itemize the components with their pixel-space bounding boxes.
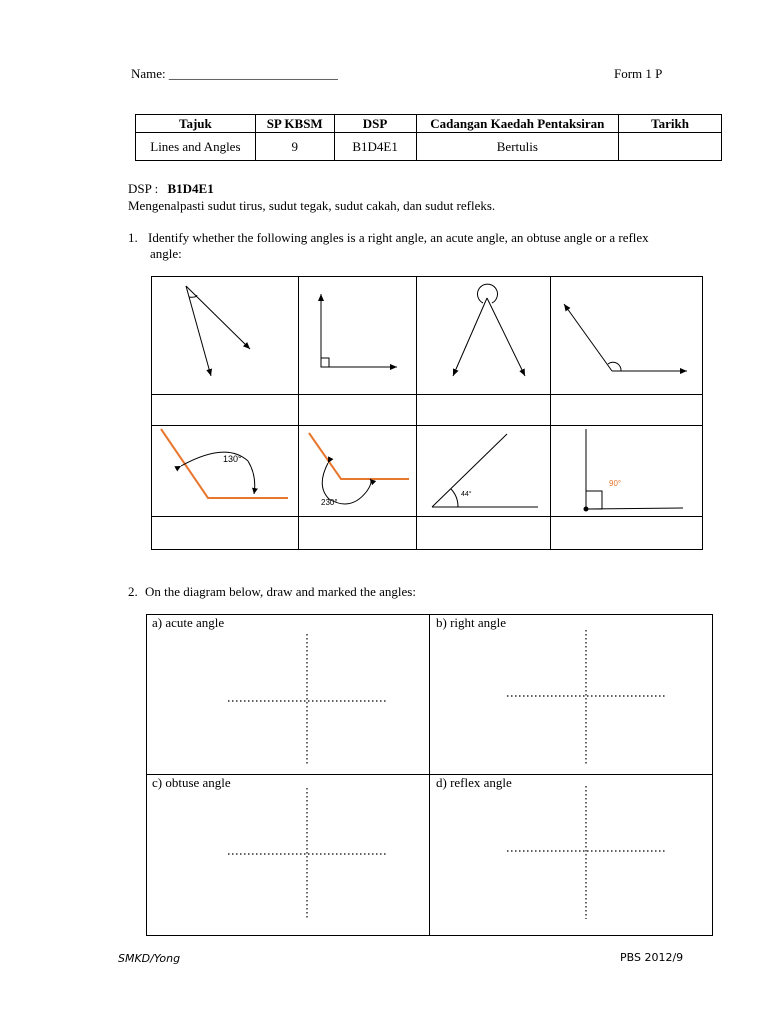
header-sp-kbsm: SP KBSM [255, 115, 334, 133]
angle-90-label: 90° [609, 479, 622, 488]
right-angle-figure [321, 294, 397, 367]
angle-230-figure [309, 433, 409, 504]
info-table [135, 114, 722, 161]
cell-c-label: c) obtuse angle [152, 775, 231, 790]
question-1 [128, 230, 718, 262]
dsp-line [128, 181, 214, 197]
question-1-text-cont: angle: [150, 246, 182, 261]
angle-44-figure [432, 434, 538, 507]
angle-44-label: 44° [461, 491, 472, 498]
header-tarikh: Tarikh [619, 115, 722, 133]
name-field[interactable] [131, 66, 338, 82]
cell-sp-kbsm: 9 [255, 133, 334, 161]
cell-tarikh[interactable] [619, 133, 722, 161]
cell-dsp: B1D4E1 [334, 133, 416, 161]
footer-page: PBS 2012/9 [620, 951, 684, 964]
dsp-code: B1D4E1 [167, 181, 214, 196]
angles-grid [151, 276, 703, 550]
footer-author: SMKD/Yong [118, 952, 181, 965]
info-table-header-row [136, 115, 722, 133]
cell-b-label: b) right angle [436, 615, 507, 630]
dsp-label: DSP : [128, 181, 159, 196]
cell-b-drawing-area[interactable] [431, 631, 712, 773]
name-label: Name: [131, 66, 166, 81]
reflex-angle-figure [453, 284, 525, 376]
drawing-grid [146, 614, 713, 936]
cell-c-drawing-area[interactable] [147, 791, 428, 935]
question-2-text: On the diagram below, draw and marked the angles: [145, 584, 416, 599]
obtuse-angle-figure [564, 304, 687, 371]
question-2 [128, 584, 416, 600]
acute-angle-figure [186, 286, 250, 376]
header-dsp: DSP [334, 115, 416, 133]
vertex-dot [584, 507, 589, 512]
angle-90-figure [586, 429, 683, 509]
cell-a-label: a) acute angle [152, 615, 225, 630]
question-2-number: 2. [128, 584, 138, 599]
cell-d-label: d) reflex angle [436, 775, 512, 790]
question-1-number: 1. [128, 230, 138, 245]
header-tajuk: Tajuk [136, 115, 256, 133]
form-label: Form 1 P [614, 66, 663, 81]
dsp-description: Mengenalpasti sudut tirus, sudut tegak, sudut cakah, dan sudut refleks. [128, 198, 496, 213]
question-1-text: Identify whether the following angles is a right angle, an acute angle, an obtuse angle or a reflex [148, 230, 649, 245]
cell-cadangan: Bertulis [416, 133, 619, 161]
header-cadangan: Cadangan Kaedah Pentaksiran [416, 115, 619, 133]
name-blank: __________________________ [168, 66, 338, 81]
angle-230-label: 230° [321, 498, 338, 507]
cell-d-drawing-area[interactable] [431, 791, 712, 935]
cell-tajuk: Lines and Angles [136, 133, 256, 161]
info-table-row [136, 133, 722, 161]
angle-130-label: 130° [223, 454, 242, 464]
cell-a-drawing-area[interactable] [147, 631, 428, 773]
